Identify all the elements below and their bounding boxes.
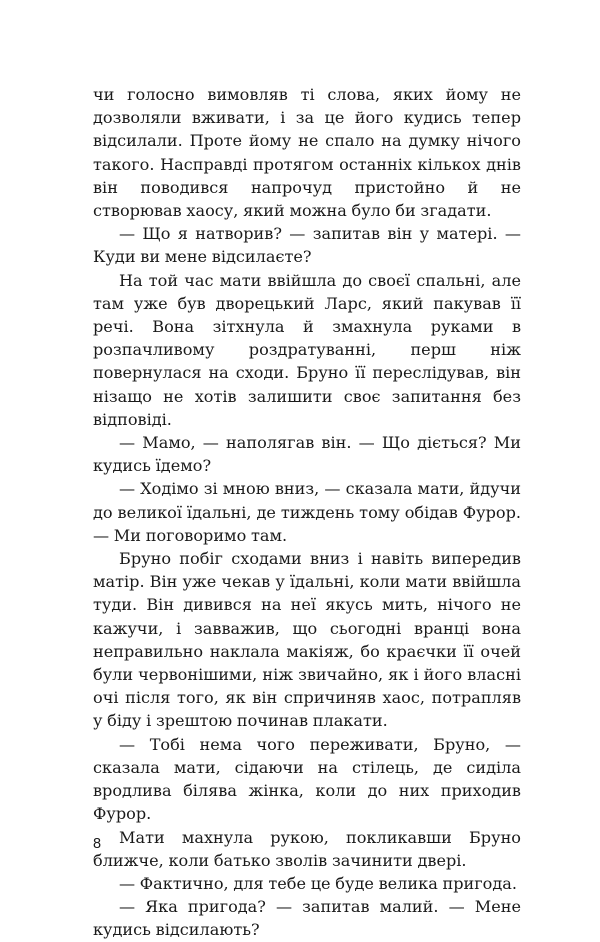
paragraph: — Тобі нема чого переживати, Бруно, — сказала мати, сідаючи на стілець, де сиділа вродлива білява жінка, коли до них приходив Фурор.	[93, 734, 521, 824]
paragraph: чи голосно вимовляв ті слова, яких йому не дозволяли вживати, і за це його кудись тепер відсилали. Проте йому не спало на думку нічого такого. Насправді протягом останніх кількох днів він поводився напрочуд пристойно й не створював хаосу, який можна було би згадати.	[93, 85, 521, 221]
paragraph: Мати махнула рукою, покликавши Бруно ближче, коли батько зволів зачинити двері.	[93, 827, 521, 870]
paragraph: — Мамо, — наполягав він. — Що діється? Ми кудись їдемо?	[93, 433, 521, 476]
paragraph: На той час мати ввійшла до своєї спальні, але там уже був дворецький Ларс, який пакував її речі. Вона зітхнула й змахнула руками в розпачливому роздратуванні, перш ніж повернулася на сходи. Бруно її переслідував, він нізащо не хотів залишити своє запитання без відповіді.	[93, 270, 521, 429]
paragraph: — Яка пригода? — запитав малий. — Мене кудись відсилають?	[93, 897, 521, 940]
paragraph: — Фактично, для тебе це буде велика пригода.	[119, 873, 517, 893]
paragraph: — Ходімо зі мною вниз, — сказала мати, йдучи до великої їдальні, де тиждень тому обідав Фурор. — Ми поговоримо там.	[93, 479, 521, 545]
body-text	[93, 83, 521, 942]
page-number: 8	[93, 836, 102, 852]
paragraph: Бруно побіг сходами вниз і навіть випередив матір. Він уже чекав у їдальні, коли мати ввійшла туди. Він дивився на неї якусь мить, нічого не кажучи, і завважив, що сьогодні вранці вона неправильно наклала макіяж, бо краєчки її очей були червонішими, ніж звичайно, як і його власні очі після того, як він спричиняв хаос, потрапляв у біду і зрештою починав плакати.	[93, 549, 521, 731]
paragraph: — Що я натворив? — запитав він у матері. — Куди ви мене відсилаєте?	[93, 224, 521, 267]
